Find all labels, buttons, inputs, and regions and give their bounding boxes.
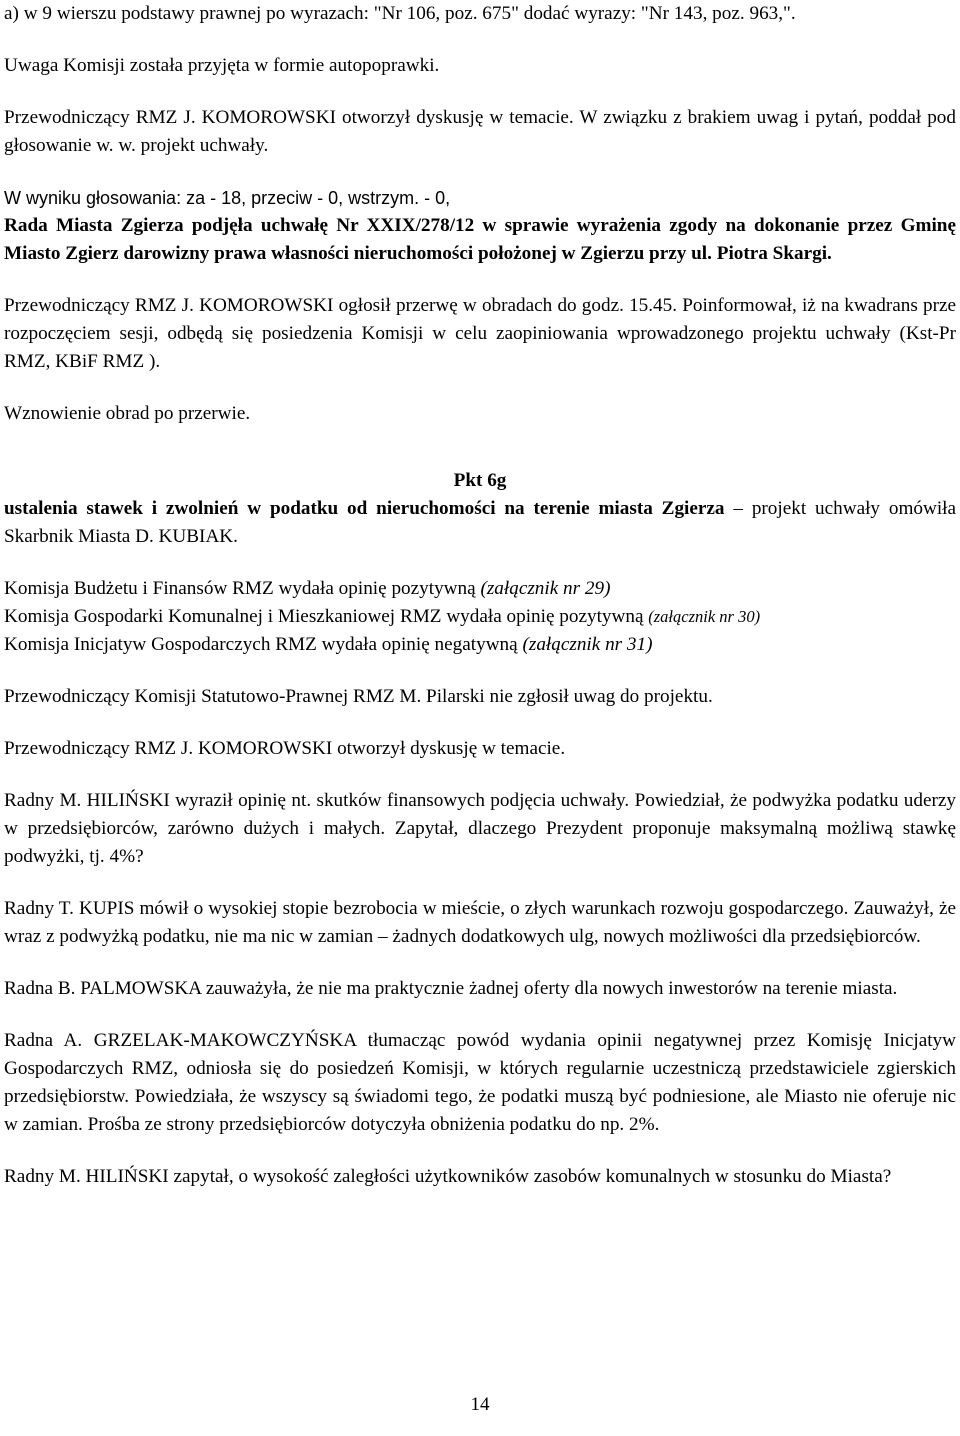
paragraph-break-announcement: Przewodniczący RMZ J. KOMOROWSKI ogłosił przerwę w obradach do godz. 15.45. Poinformował, iż na kwadrans prze rozpoczęciem sesji, odbędą się posiedzenia Komisji w celu zaopiniowania wprowadzonego projektu uchwały (Kst-Pr RMZ, KBiF RMZ ). (4, 295, 956, 372)
paragraph-kupis: Radny T. KUPIS mówił o wysokiej stopie bezrobocia w mieście, o złych warunkach rozwoju gospodarczego. Zauważył, że wraz z podwyżką podatku, nie ma nic w zamian – żadnych dodatkowych ulg, nowych możliwości dla przedsiębiorców. (4, 898, 956, 947)
document-body (4, 0, 956, 1191)
attachment-ref: (załącznik nr 31) (522, 634, 653, 655)
attachment-ref: (załącznik nr 29) (480, 578, 611, 599)
paragraph-amendment: a) w 9 wierszu podstawy prawnej po wyrazach: "Nr 106, poz. 675" dodać wyrazy: "Nr 143, poz. 963,". (4, 3, 796, 24)
agenda-point-subject (4, 495, 956, 551)
opinion-text: Komisja Gospodarki Komunalnej i Mieszkaniowej RMZ wydała opinię pozytywną (4, 606, 644, 627)
agenda-point-heading: Pkt 6g (453, 470, 507, 491)
paragraph-committee-note: Uwaga Komisji została przyjęta w formie autopoprawki. (4, 55, 440, 76)
paragraph-palmowska: Radna B. PALMOWSKA zauważyła, że nie ma praktycznie żadnej oferty dla nowych inwestorów na terenie miasta. (4, 978, 898, 999)
paragraph-hilinski-question: Radny M. HILIŃSKI zapytał, o wysokość zaległości użytkowników zasobów komunalnych w stosunku do Miasta? (4, 1166, 892, 1187)
paragraph-resolution: Rada Miasta Zgierza podjęła uchwałę Nr XXIX/278/12 w sprawie wyrażenia zgody na dokonanie przez Gminę Miasto Zgierz darowizny prawa własności nieruchomości położonej w Zgierzu przy ul. Piotra Skargi. (4, 215, 956, 264)
agenda-subject-rest: – projekt uchwały omówiła Skarbnik Miasta D. KUBIAK. (4, 498, 956, 547)
opinion-text: Komisja Inicjatyw Gospodarczych RMZ wydała opinię negatywną (4, 634, 518, 655)
paragraph-vote-result: W wyniku głosowania: za - 18, przeciw - 0, wstrzym. - 0, (4, 188, 451, 208)
paragraph-hilinski-opinion: Radny M. HILIŃSKI wyraził opinię nt. skutków finansowych podjęcia uchwały. Powiedział, że podwyżka podatku uderzy w przedsiębiorców, zarówno dużych i małych. Zapytał, dlaczego Prezydent proponuje maksymalną możliwą stawkę podwyżki, tj. 4%? (4, 790, 956, 867)
opinion-text: Komisja Budżetu i Finansów RMZ wydała opinię pozytywną (4, 578, 476, 599)
opinion-municipal-committee (4, 603, 956, 631)
paragraph-statutory-committee: Przewodniczący Komisji Statutowo-Prawnej RMZ M. Pilarski nie zgłosił uwag do projektu. (4, 686, 713, 707)
opinion-economic-committee (4, 631, 956, 659)
paragraph-grzelak: Radna A. GRZELAK-MAKOWCZYŃSKA tłumacząc powód wydania opinii negatywnej przez Komisję Inicjatyw Gospodarczych RMZ, odniosła się do posiedzeń Komisji, w których regularnie uczestniczą przedstawiciele zgierskich przedsiębiorstw. Powiedziała, że wszyscy są świadomi tego, że podatki muszą być podniesione, ale Miasto nie oferuje nic w zamian. Prośba ze strony przedsiębiorców dotyczyła obniżenia podatku do np. 2%. (4, 1030, 956, 1135)
agenda-subject-bold: ustalenia stawek i zwolnień w podatku od nieruchomości na terenie miasta Zgierza (4, 498, 725, 519)
paragraph-resumption: Wznowienie obrad po przerwie. (4, 403, 251, 424)
paragraph-discussion-opened-2: Przewodniczący RMZ J. KOMOROWSKI otworzył dyskusję w temacie. (4, 738, 566, 759)
opinion-budget-committee (4, 575, 956, 603)
page-number: 14 (470, 1394, 490, 1415)
attachment-ref: (załącznik nr 30) (648, 607, 761, 626)
paragraph-discussion-opened: Przewodniczący RMZ J. KOMOROWSKI otworzył dyskusję w temacie. W związku z brakiem uwag i pytań, poddał pod głosowanie w. w. projekt uchwały. (4, 107, 956, 156)
